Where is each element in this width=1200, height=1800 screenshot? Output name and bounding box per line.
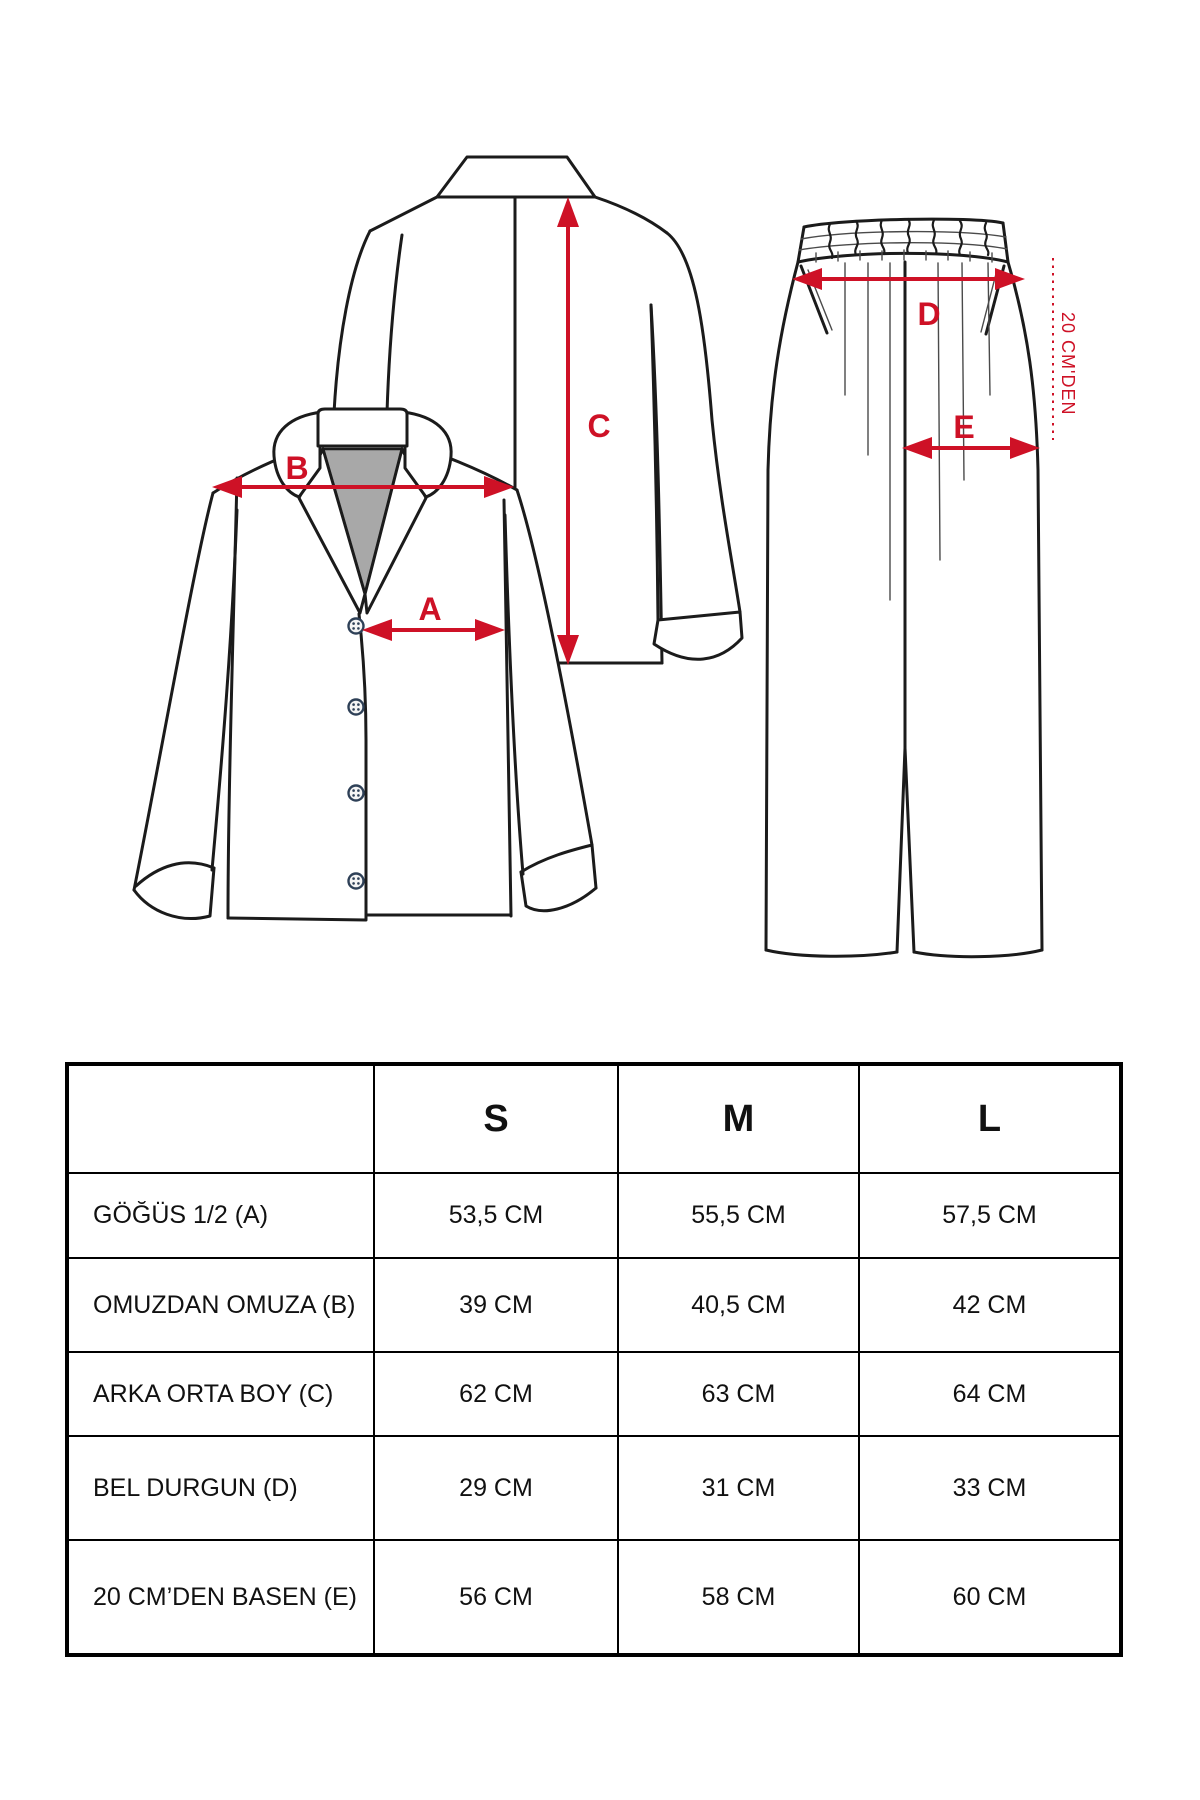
- measure-label-d: D: [917, 296, 941, 332]
- measure-label-b: B: [285, 450, 309, 486]
- table-row-hip: [69, 1541, 1119, 1653]
- measure-label-a: A: [418, 591, 442, 627]
- measure-label-e: E: [953, 409, 975, 445]
- table-row-shoulder: [69, 1259, 1119, 1353]
- hip-depth-note: 20 CM'DEN: [1058, 312, 1078, 416]
- header-size-s: S: [375, 1066, 619, 1174]
- value-l: 57,5 CM: [860, 1174, 1119, 1259]
- value-s: 53,5 CM: [375, 1174, 619, 1259]
- pants-drawing: [766, 219, 1042, 957]
- value-l: 64 CM: [860, 1353, 1119, 1437]
- row-label: BEL DURGUN (D): [69, 1437, 375, 1541]
- value-m: 40,5 CM: [619, 1259, 860, 1353]
- table-row-chest: [69, 1174, 1119, 1259]
- value-m: 58 CM: [619, 1541, 860, 1653]
- value-l: 33 CM: [860, 1437, 1119, 1541]
- value-m: 31 CM: [619, 1437, 860, 1541]
- row-label: OMUZDAN OMUZA (B): [69, 1259, 375, 1353]
- size-table-header-row: [69, 1066, 1119, 1174]
- value-s: 56 CM: [375, 1541, 619, 1653]
- header-size-l: L: [860, 1066, 1119, 1174]
- measure-label-c: C: [587, 408, 611, 444]
- value-m: 63 CM: [619, 1353, 860, 1437]
- row-label: GÖĞÜS 1/2 (A): [69, 1174, 375, 1259]
- header-size-m: M: [619, 1066, 860, 1174]
- value-s: 62 CM: [375, 1353, 619, 1437]
- value-l: 60 CM: [952, 1582, 1027, 1611]
- size-table: [65, 1062, 1123, 1657]
- value-s: 39 CM: [375, 1259, 619, 1353]
- table-row-back-length: [69, 1353, 1119, 1437]
- value-s: 29 CM: [375, 1437, 619, 1541]
- table-row-waist: [69, 1437, 1119, 1541]
- header-empty-cell: [69, 1066, 375, 1174]
- row-label: ARKA ORTA BOY (C): [69, 1353, 375, 1437]
- value-l: 42 CM: [860, 1259, 1119, 1353]
- row-label: 20 CM’DEN BASEN (E): [69, 1541, 375, 1653]
- value-m: 55,5 CM: [619, 1174, 860, 1259]
